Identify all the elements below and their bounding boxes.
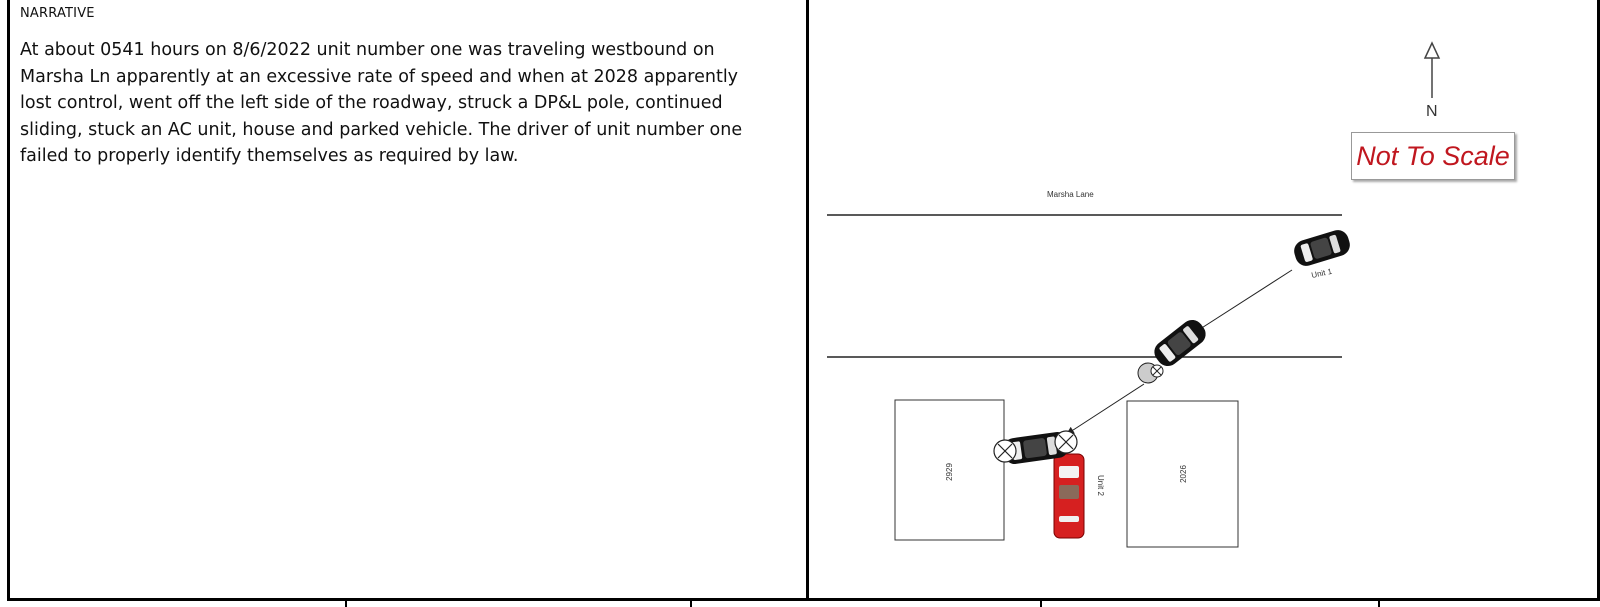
narrative-heading: NARRATIVE <box>20 6 95 21</box>
unit1-path-arrow <box>1197 270 1292 331</box>
table-cell-divider <box>690 600 692 607</box>
unit1-label: Unit 1 <box>1310 266 1333 280</box>
street-label: Marsha Lane <box>1047 190 1094 199</box>
house-right-label: 2026 <box>1179 465 1188 483</box>
narrative-panel <box>10 0 806 600</box>
crash-diagram <box>812 0 1600 598</box>
table-cell-divider <box>345 600 347 607</box>
crash-diagram-drawing <box>812 0 1600 598</box>
pole-impact-icon <box>1138 363 1163 383</box>
narrative-line: Marsha Ln apparently at an excessive rate of speed and when at 2028 apparently <box>20 66 739 87</box>
unit2-label: Unit 2 <box>1096 475 1105 496</box>
house-left-label: 2929 <box>945 463 954 481</box>
narrative-line: At about 0541 hours on 8/6/2022 unit number one was traveling westbound on <box>20 40 715 60</box>
north-arrow-icon <box>1425 43 1439 98</box>
unit1-initial-position <box>1291 227 1352 268</box>
narrative-line: failed to properly identify themselves as required by law. <box>20 146 519 166</box>
narrative-line: lost control, went off the left side of the roadway, struck a DP&L pole, continued <box>20 93 723 113</box>
table-cell-divider <box>1378 600 1380 607</box>
north-label: N <box>1426 103 1438 120</box>
column-divider <box>806 0 809 600</box>
unit1-mid-position <box>1150 316 1210 371</box>
narrative-line: sliding, stuck an AC unit, house and parked vehicle. The driver of unit number one <box>20 119 743 140</box>
unit2-vehicle <box>1054 454 1084 538</box>
narrative-text <box>20 37 790 170</box>
table-cell-divider <box>1040 600 1042 607</box>
not-to-scale-label: Not To Scale <box>1351 132 1515 180</box>
